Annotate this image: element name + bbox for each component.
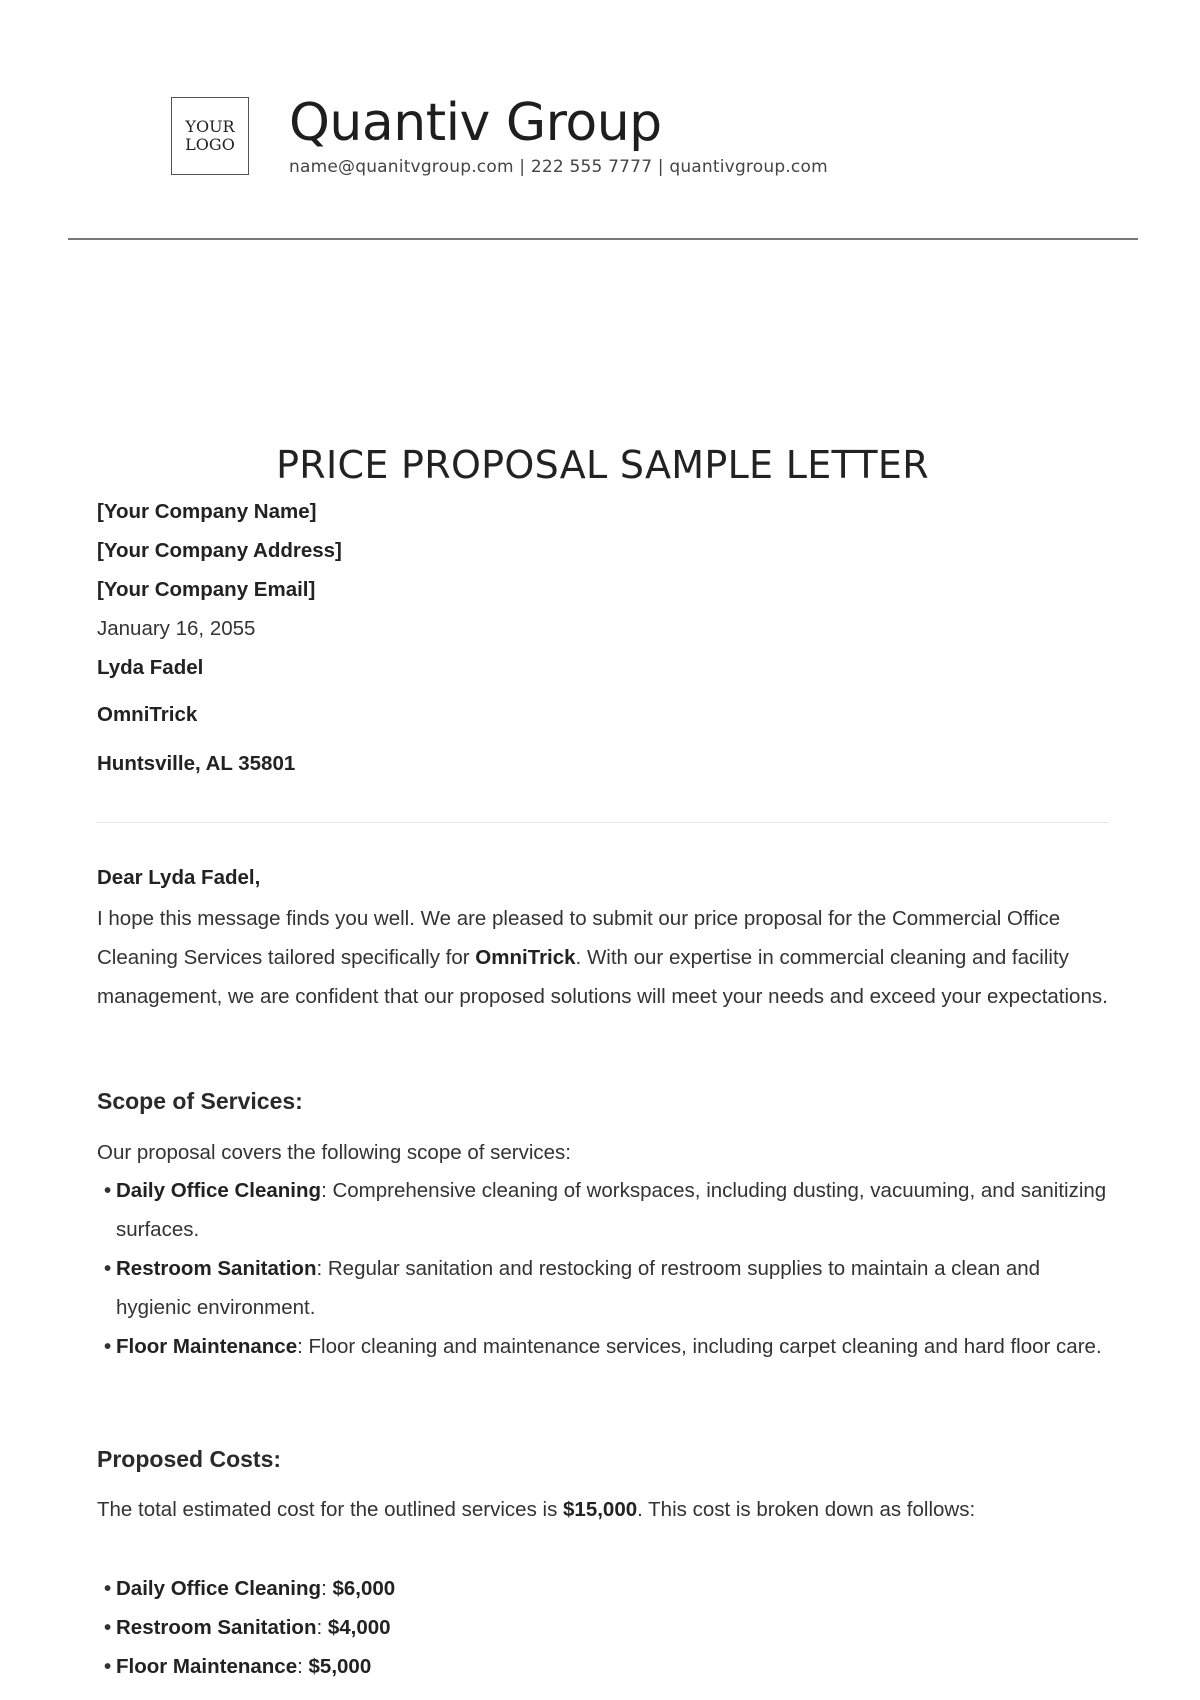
logo-placeholder (171, 97, 249, 175)
cost-item-sep: : (321, 1577, 333, 1600)
scope-item (104, 1171, 1116, 1249)
cost-item-amount: $4,000 (327, 1616, 391, 1639)
sender-company-email: [Your Company Email] (97, 578, 316, 601)
scope-item-name: Restroom Sanitation (116, 1257, 317, 1280)
scope-item-desc: : Floor cleaning and maintenance services, including carpet cleaning and hard floor care. (297, 1335, 1102, 1358)
bullet-icon: • (104, 1335, 112, 1358)
brand-block (289, 93, 828, 177)
cost-item-name: Restroom Sanitation (116, 1616, 317, 1639)
scope-intro: Our proposal covers the following scope of services: (97, 1141, 572, 1164)
cost-item-amount: $5,000 (308, 1655, 372, 1678)
bullet-icon: • (104, 1616, 112, 1639)
intro-company: OmniTrick (475, 946, 576, 969)
cost-item-sep: : (297, 1655, 309, 1678)
scope-item-desc: : Comprehensive cleaning of workspaces, including dusting, vacuuming, and sanitizing surfaces. (116, 1179, 1107, 1241)
sender-company-name: [Your Company Name] (97, 500, 317, 523)
cost-item-name: Daily Office Cleaning (116, 1577, 322, 1600)
company-name: Quantiv Group (289, 93, 662, 153)
scope-item-desc: : Regular sanitation and restocking of restroom supplies to maintain a clean and hygienic environment. (116, 1257, 1041, 1319)
costs-intro-part1: The total estimated cost for the outlined services is (97, 1498, 564, 1521)
logo-text-line2: LOGO (185, 135, 235, 154)
scope-heading: Scope of Services: (97, 1088, 303, 1114)
scope-item (104, 1249, 1116, 1327)
costs-heading: Proposed Costs: (97, 1446, 282, 1472)
greeting: Dear Lyda Fadel, (97, 866, 261, 889)
intro-paragraph (97, 899, 1117, 1016)
costs-intro-part2: . This cost is broken down as follows: (637, 1498, 976, 1521)
header-divider (68, 238, 1138, 240)
recipient-city: Huntsville, AL 35801 (97, 752, 296, 775)
letter-date: January 16, 2055 (97, 617, 256, 640)
cost-item-sep: : (316, 1616, 328, 1639)
recipient-company: OmniTrick (97, 703, 198, 726)
contact-line: name@quanitvgroup.com | 222 555 7777 | quantivgroup.com (289, 157, 828, 177)
document-title: PRICE PROPOSAL SAMPLE LETTER (276, 443, 929, 487)
cost-item (104, 1647, 1116, 1686)
costs-intro (97, 1490, 1117, 1529)
cost-item (104, 1569, 1116, 1608)
logo-text-line1: YOUR (185, 117, 235, 136)
bullet-icon: • (104, 1257, 112, 1280)
cost-item-name: Floor Maintenance (116, 1655, 298, 1678)
sender-company-address: [Your Company Address] (97, 539, 342, 562)
scope-item (104, 1327, 1116, 1366)
scope-item-name: Floor Maintenance (116, 1335, 298, 1358)
cost-item-amount: $6,000 (332, 1577, 396, 1600)
bullet-icon: • (104, 1655, 112, 1678)
cost-item (104, 1608, 1116, 1647)
letterhead (171, 93, 828, 177)
intro-text-part1: I hope this message finds you well. We are pleased to submit our price proposal for the Commercial Office Cleaning Services tailored specifically for (97, 907, 1061, 969)
intro-text-part2: . With our expertise in commercial cleaning and facility management, we are confident that our proposed solutions will meet your needs and exceed your expectations. (97, 946, 1108, 1008)
scope-item-name: Daily Office Cleaning (116, 1179, 322, 1202)
recipient-name: Lyda Fadel (97, 656, 204, 679)
costs-total: $15,000 (563, 1498, 638, 1521)
section-divider (97, 822, 1109, 823)
bullet-icon: • (104, 1577, 112, 1600)
bullet-icon: • (104, 1179, 112, 1202)
